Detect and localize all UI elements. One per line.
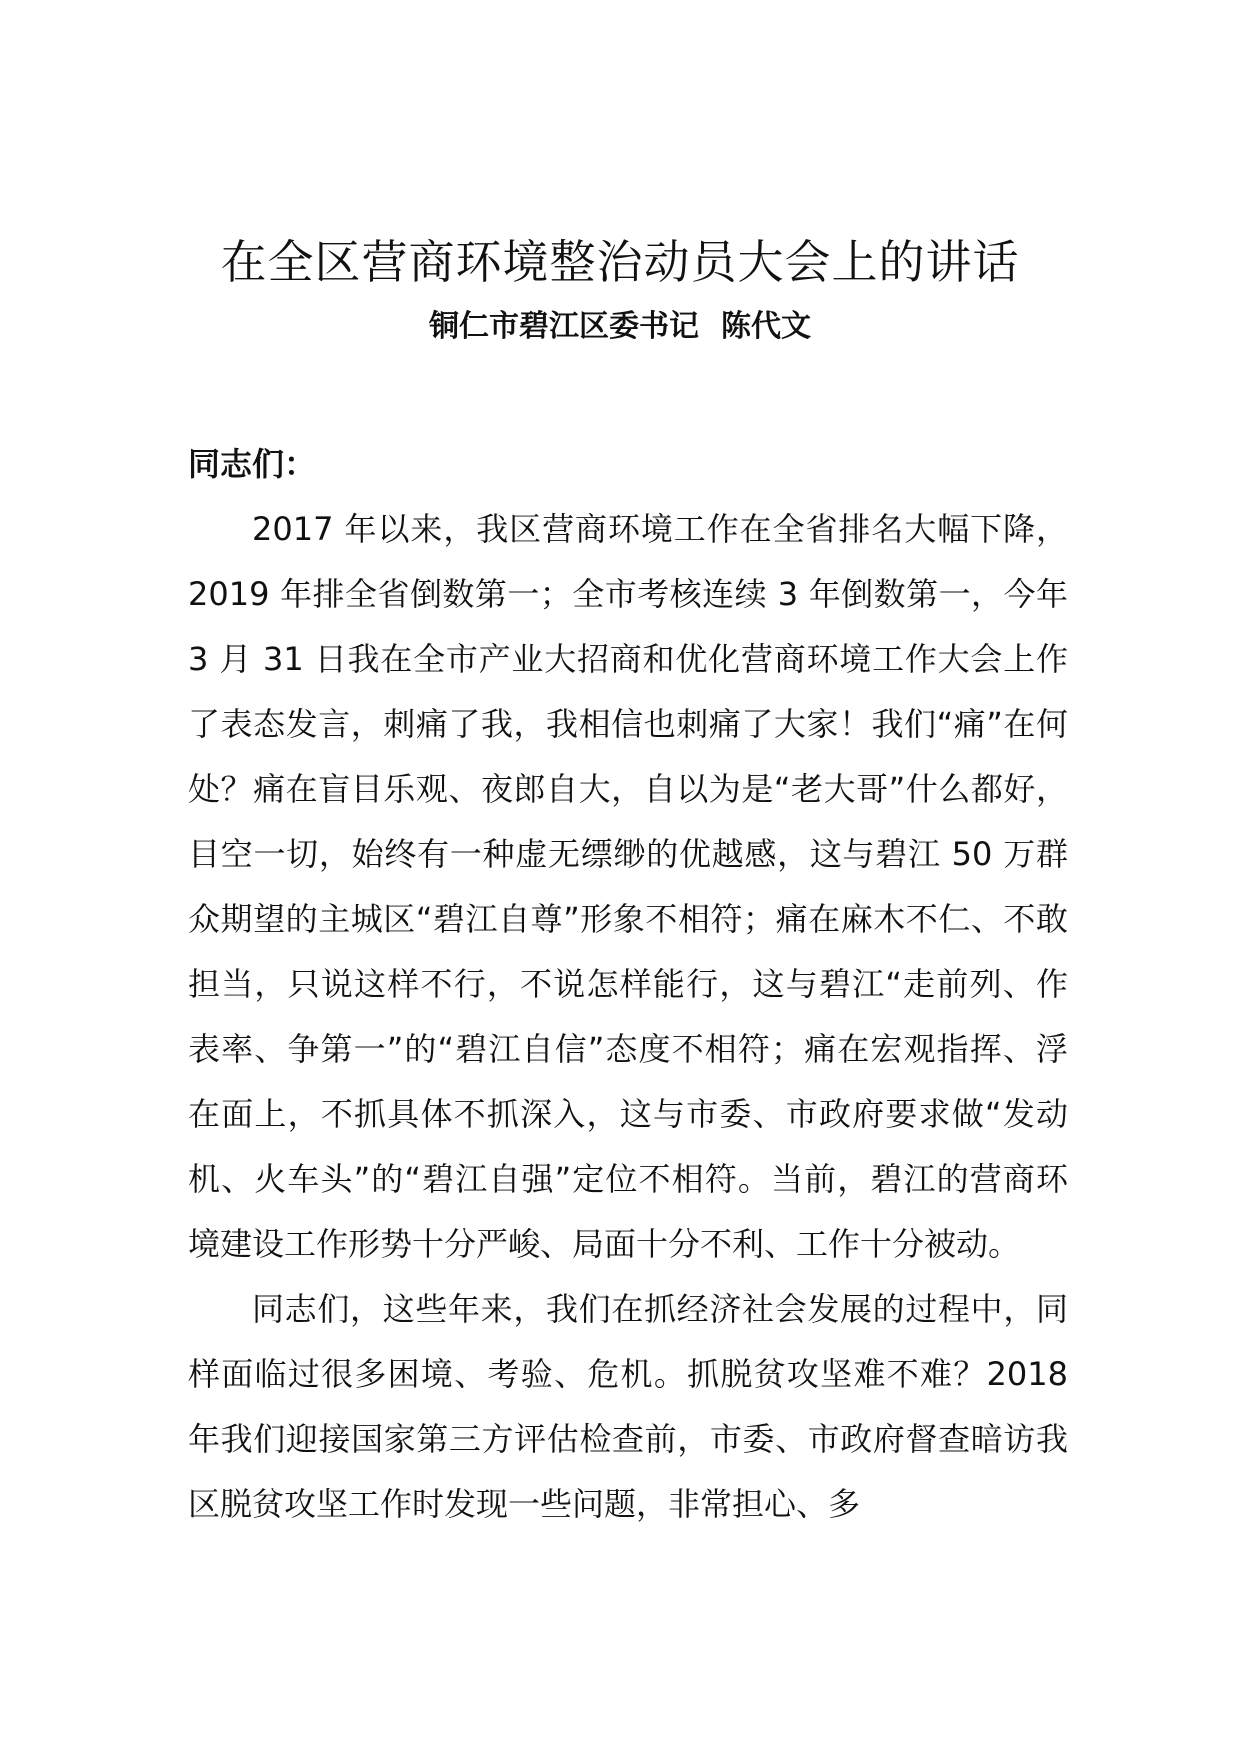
author-org: 铜仁市碧江区委书记 — [429, 309, 699, 344]
paragraph-1: 2017 年以来，我区营商环境工作在全省排名大幅下降，2019 年排全省倒数第一；全市考核连续 3 年倒数第一，今年 3 月 31 日我在全市产业大招商和优化营商环境工作大会上作了表态发言，刺痛了我，我相信也刺痛了大家！我们“痛”在何处？痛在盲目乐观、夜郎自大，自以为是“老大哥”什么都好，目空一切，始终有一种虚无缥缈的优越感，这与碧江 50 万群众期望的主城区“碧江自尊”形象不相符；痛在麻木不仁、不敢担当，只说这样不行，不说怎样能行，这与碧江“走前列、作表率、争第一”的“碧江自信”态度不相符；痛在宏观指挥、浮在面上，不抓具体不抓深入，这与市委、市政府要求做“发动机、火车头”的“碧江自强”定位不相符。当前，碧江的营商环境建设工作形势十分严峻、局面十分不利、工作十分被动。 — [188, 510, 1068, 1263]
author-name: 陈代文 — [721, 309, 811, 344]
document-body — [188, 432, 1068, 1537]
salutation: 同志们： — [188, 445, 317, 483]
document-title: 在全区营商环境整治动员大会上的讲话 — [220, 235, 1020, 289]
document-author — [0, 305, 1240, 349]
paragraph-2: 同志们，这些年来，我们在抓经济社会发展的过程中，同样面临过很多困境、考验、危机。抓脱贫攻坚难不难？2018 年我们迎接国家第三方评估检查前，市委、市政府督查暗访我区脱贫攻坚工作时发现一些问题，非常担心、多 — [188, 1290, 1068, 1523]
